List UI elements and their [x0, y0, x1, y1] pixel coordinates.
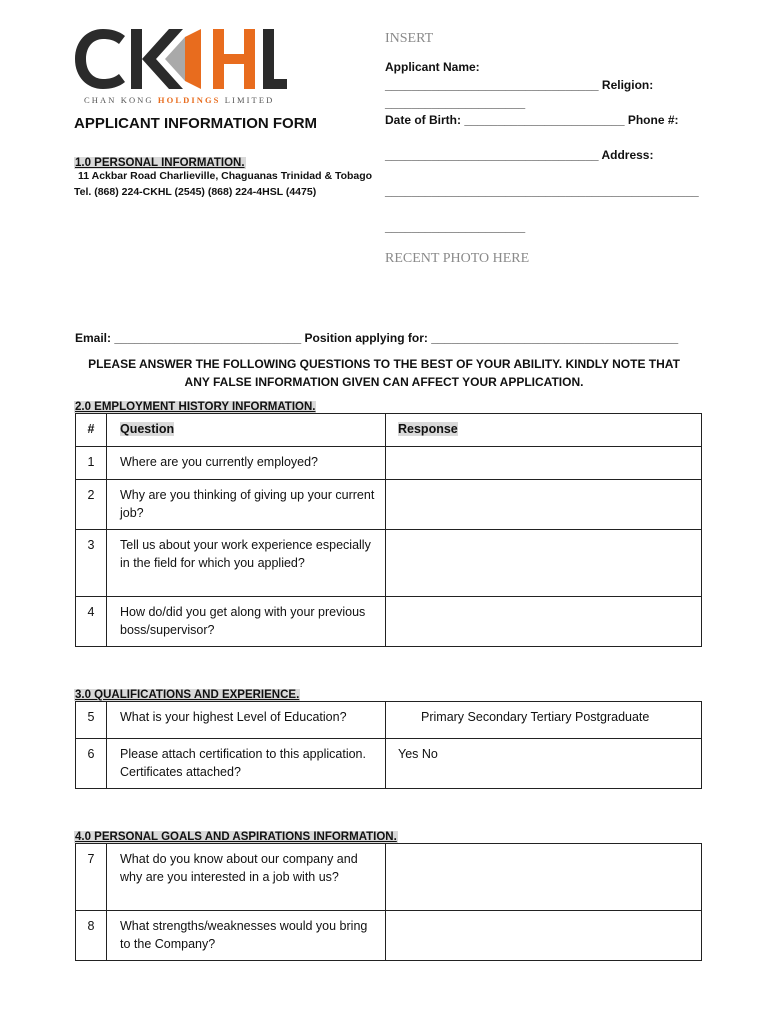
goals-table	[75, 843, 702, 961]
row-number: 7	[76, 844, 107, 911]
response-field[interactable]	[386, 480, 702, 530]
header-response: Response	[386, 414, 702, 447]
response-field[interactable]	[386, 447, 702, 480]
row-question: What do you know about our company and why are you interested in a job with us?	[107, 844, 386, 911]
row-number: 6	[76, 739, 107, 789]
row-question: What is your highest Level of Education?	[107, 702, 386, 739]
row-number: 3	[76, 530, 107, 597]
qualifications-table	[75, 701, 702, 789]
header-question: Question	[107, 414, 386, 447]
employment-table	[75, 413, 702, 647]
table-row	[76, 480, 702, 530]
row-number: 5	[76, 702, 107, 739]
table-row	[76, 447, 702, 480]
row-question: How do/did you get along with your previous boss/supervisor?	[107, 597, 386, 647]
form-title: APPLICANT INFORMATION FORM	[74, 115, 318, 132]
row-number: 8	[76, 911, 107, 961]
response-field[interactable]	[386, 530, 702, 597]
section-heading-personal: 1.0 PERSONAL INFORMATION.	[75, 157, 245, 169]
logo-tagline: CHAN KONG HOLDINGS LIMITED	[84, 95, 275, 105]
religion-line: ________________________________ Religion:	[385, 78, 654, 92]
email-position-line: Email: ____________________________ Position applying for: _____________________________________	[75, 331, 679, 345]
address-line: ________________________________ Address:	[385, 148, 654, 162]
table-row	[76, 530, 702, 597]
address-field-line: _______________________________________________	[385, 184, 699, 198]
response-field[interactable]	[386, 597, 702, 647]
row-number: 1	[76, 447, 107, 480]
row-question: Tell us about your work experience especially in the field for which you applied?	[107, 530, 386, 597]
row-question: Why are you thinking of giving up your current job?	[107, 480, 386, 530]
response-field[interactable]	[386, 911, 702, 961]
table-row	[76, 911, 702, 961]
table-row	[76, 739, 702, 789]
instructions-notice	[74, 355, 694, 391]
ckhl-logo-mark	[73, 28, 288, 90]
row-question: Where are you currently employed?	[107, 447, 386, 480]
company-phone: Tel. (868) 224-CKHL (2545) (868) 224-4HSL (4475)	[74, 186, 317, 198]
certificates-yes-no[interactable]: Yes No	[386, 739, 702, 789]
insert-label: INSERT	[385, 31, 434, 46]
table-header-row	[76, 414, 702, 447]
company-address: 11 Ackbar Road Charlieville, Chaguanas Trinidad & Tobago	[78, 170, 373, 182]
table-row	[76, 597, 702, 647]
applicant-name-label: Applicant Name:	[385, 60, 480, 74]
response-field[interactable]	[386, 844, 702, 911]
education-level-options[interactable]: Primary Secondary Tertiary Postgraduate	[386, 702, 702, 739]
section-heading-goals: 4.0 PERSONAL GOALS AND ASPIRATIONS INFORMATION.	[75, 831, 397, 843]
table-row	[76, 702, 702, 739]
section-heading-qualifications: 3.0 QUALIFICATIONS AND EXPERIENCE.	[75, 689, 300, 701]
row-question: Please attach certification to this application. Certificates attached?	[107, 739, 386, 789]
row-question: What strengths/weaknesses would you bring to the Company?	[107, 911, 386, 961]
table-row	[76, 844, 702, 911]
dob-phone-line: Date of Birth: ________________________ Phone #:	[385, 113, 679, 127]
notice-line-2: ANY FALSE INFORMATION GIVEN CAN AFFECT YOUR APPLICATION.	[184, 375, 584, 389]
recent-photo-placeholder: RECENT PHOTO HERE	[385, 251, 530, 266]
notice-line-1: PLEASE ANSWER THE FOLLOWING QUESTIONS TO THE BEST OF YOUR ABILITY. KINDLY NOTE THAT	[88, 357, 680, 371]
header-number: #	[76, 414, 107, 447]
row-number: 2	[76, 480, 107, 530]
row-number: 4	[76, 597, 107, 647]
religion-field-line: _____________________	[385, 96, 526, 110]
section-heading-employment: 2.0 EMPLOYMENT HISTORY INFORMATION.	[75, 401, 316, 413]
address-field-line-2: _____________________	[385, 220, 526, 234]
